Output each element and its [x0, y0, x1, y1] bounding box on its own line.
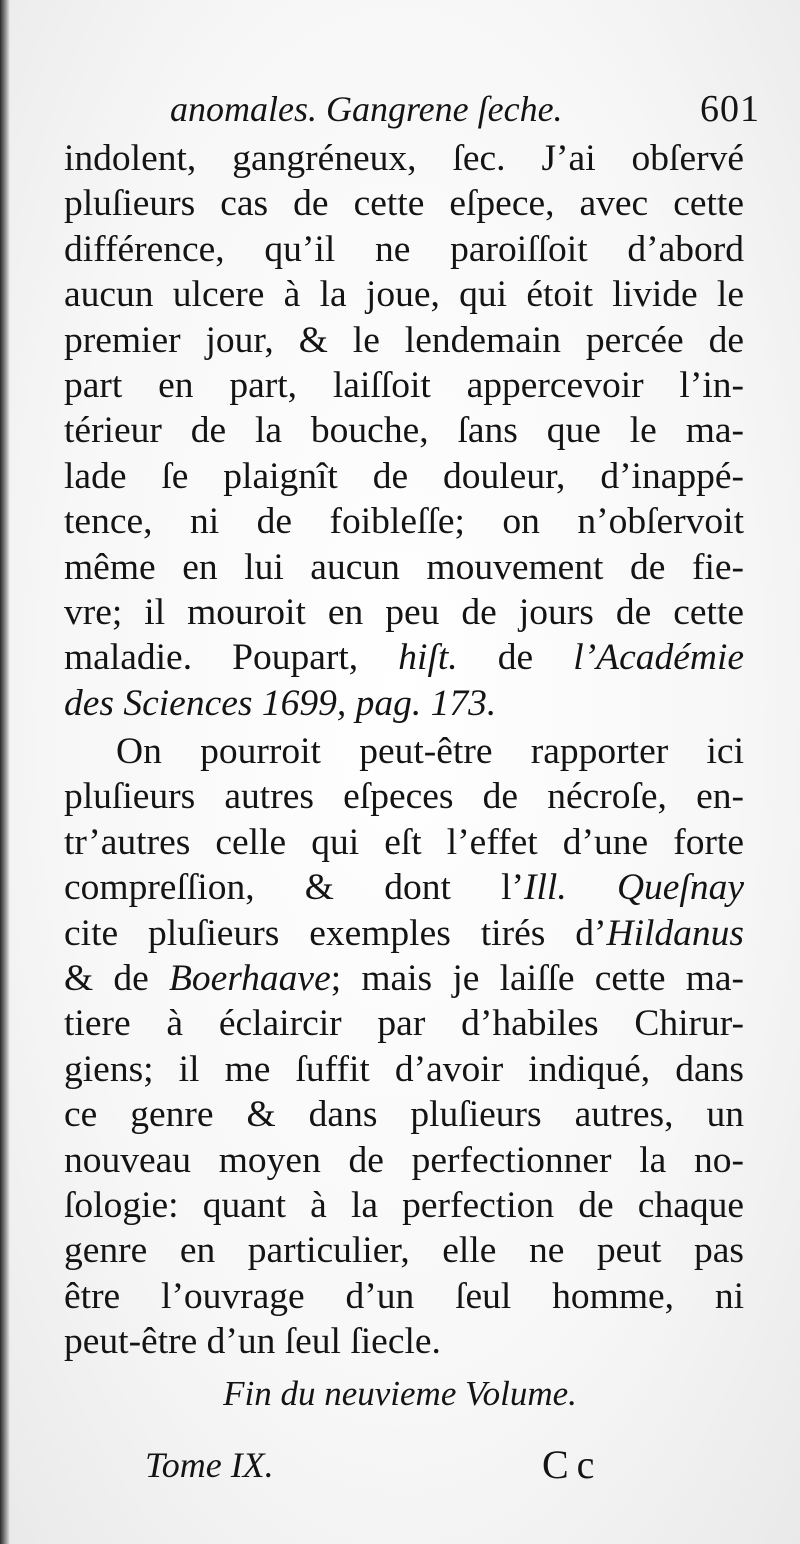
page-gutter-shadow [0, 0, 10, 1544]
text-line: aucun ulcere à la joue, qui étoit livide le [64, 274, 744, 316]
volume-label: Tome IX. [145, 1445, 274, 1485]
signature-mark: Cc [542, 1442, 603, 1487]
text-line: On pourroit peut-être rapporter ici [116, 731, 744, 773]
running-head-title: anomales. Gangrene ſeche. [170, 89, 563, 129]
citation-author: maladie. Poupart, [64, 637, 359, 679]
text-line-last: peut-être d’un ſeul ſiecle. [64, 1321, 441, 1363]
text-line: indolent, gangréneux, ſec. J’ai obſervé [64, 138, 744, 179]
text-line: pluſieurs cas de cette eſpece, avec cette [64, 183, 744, 225]
text-segment: ; mais je laiſſe cette ma- [330, 958, 744, 1000]
text-line: pluſieurs autres eſpeces de nécroſe, en- [64, 776, 744, 818]
text-line-citation [64, 635, 744, 680]
text-line: genre en particulier, elle ne peut pas [64, 1230, 744, 1272]
text-line: tence, ni de foibleſſe; on n’obſervoit [64, 501, 744, 543]
author-name: Hildanus [606, 912, 744, 954]
page-footer [0, 1440, 800, 1490]
text-line: différence, qu’il ne paroiſſoit d’abord [64, 228, 744, 270]
text-line: même en lui aucun mouvement de fie- [64, 546, 744, 588]
citation-preposition: de [497, 637, 534, 679]
text-line [64, 956, 744, 1001]
text-line: giens; il me ſuffit d’avoir indiqué, dans [64, 1048, 744, 1090]
citation-work-abbrev: hiſt. [398, 637, 458, 679]
text-line: part en part, laiſſoit appercevoir l’in- [64, 364, 744, 406]
text-line: vre; il mouroit en peu de jours de cette [64, 591, 744, 633]
text-line: lade ſe plaignît de douleur, d’inappé- [64, 455, 744, 497]
text-line: ſologie: quant à la perfection de chaque [64, 1184, 744, 1226]
colophon: Fin du neuvieme Volume. [223, 1374, 577, 1413]
body-text [64, 136, 744, 1365]
text-line: tiere à éclaircir par d’habiles Chirur- [64, 1003, 744, 1045]
text-line [64, 911, 744, 956]
author-name: Boerhaave [168, 958, 331, 1000]
author-name: Ill. Queſnay [524, 867, 744, 909]
page-number: 601 [700, 88, 760, 130]
text-segment: compreſſion, & dont l’ [64, 867, 525, 909]
running-head [170, 86, 760, 132]
text-line [64, 865, 744, 910]
citation-academy: l’Académie [573, 637, 745, 679]
text-line-citation-end: des Sciences 1699, pag. 173. [64, 682, 497, 724]
text-line: être l’ouvrage d’un ſeul homme, ni [64, 1275, 744, 1317]
text-segment: cite pluſieurs exemples tirés d’ [64, 912, 607, 954]
text-segment: & de [64, 958, 149, 1000]
text-line: térieur de la bouche, ſans que le ma- [64, 410, 744, 452]
text-line: ce genre & dans pluſieurs autres, un [64, 1094, 744, 1136]
text-line: premier jour, & le lendemain percée de [64, 319, 744, 361]
text-line: tr’autres celle qui eſt l’effet d’une forte [64, 821, 744, 863]
text-line: nouveau moyen de perfectionner la no- [64, 1139, 744, 1181]
